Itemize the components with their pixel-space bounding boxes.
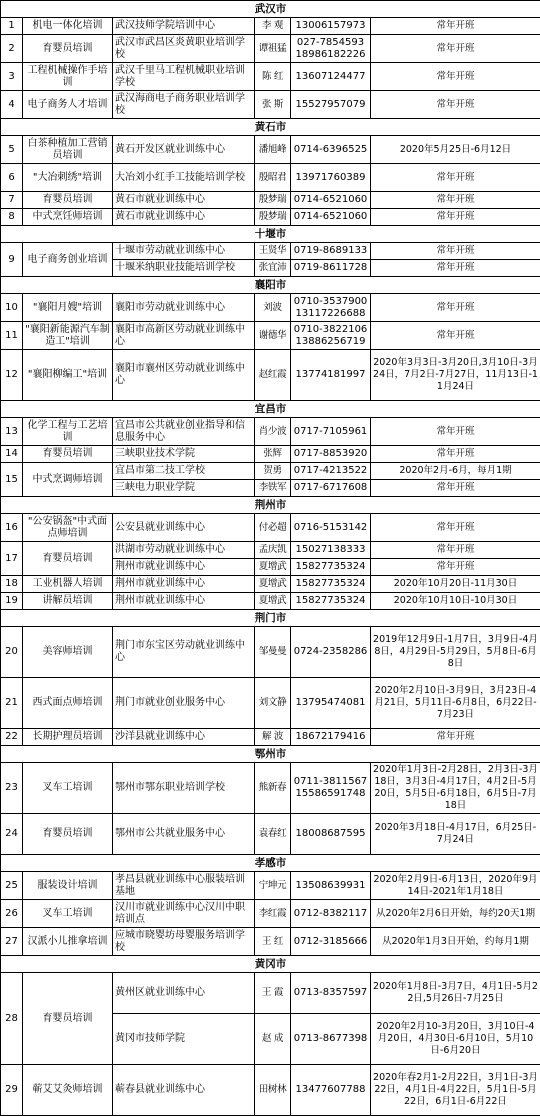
institution-name: 荆门市就业创业服务中心 [113, 678, 255, 729]
contact-person: 宁坤元 [255, 872, 291, 900]
row-number: 22 [1, 729, 23, 746]
contact-person: 潘旭峰 [255, 136, 291, 164]
course-name: 电子商务人才培训 [23, 91, 113, 119]
table-row [1, 763, 540, 814]
schedule: 常年开班 [371, 322, 540, 350]
institution-name: 公安县就业训练中心 [113, 514, 255, 542]
table-row [1, 627, 540, 678]
table-row [1, 136, 540, 164]
table-row [1, 1065, 540, 1116]
phone-number: 0714-6396525 [291, 136, 371, 164]
city-header-row [1, 226, 540, 243]
institution-name: 黄石市就业训练中心 [113, 209, 255, 226]
course-name: 育婴员培训 [23, 35, 113, 63]
contact-person: 付必超 [255, 514, 291, 542]
contact-person: 王 霞 [255, 973, 291, 1014]
table-row [1, 63, 540, 91]
table-body [1, 1, 540, 1116]
city-name: 十堰市 [1, 226, 540, 243]
table-row [1, 18, 540, 35]
schedule: 2019年12月9日-1月7日，3月9日-4月8日，4月29日-5月29日，5月8日-6月8日 [371, 627, 540, 678]
row-number: 12 [1, 350, 23, 401]
phone-number: 0724-2358286 [291, 627, 371, 678]
city-header-row [1, 401, 540, 418]
schedule: 常年开班 [371, 418, 540, 446]
course-name: 机电一体化培训 [23, 18, 113, 35]
table-row [1, 872, 540, 900]
course-name: 电子商务创业培训 [23, 243, 113, 277]
course-name: "襄阳新能源汽车制造工"培训 [23, 322, 113, 350]
row-number: 26 [1, 900, 23, 928]
course-name: 中式烹饪师培训 [23, 209, 113, 226]
phone-number: 0711-3811567 15586591748 [291, 763, 371, 814]
schedule: 常年开班 [371, 260, 540, 277]
contact-person: 邹曼曼 [255, 627, 291, 678]
row-number: 4 [1, 91, 23, 119]
schedule: 2020年春2月1-2月22日，3月1日-3月22日，4月1日-4月22日，5月1日-5月22日，6月1日-6月22日 [371, 1065, 540, 1116]
institution-name: 洪湖市劳动就业训练中心 [113, 542, 255, 559]
course-name: 育婴员培训 [23, 542, 113, 576]
phone-number: 18008687595 [291, 814, 371, 855]
schedule: 从2020年1月3日开始，约每月1期 [371, 928, 540, 956]
schedule: 常年开班 [371, 164, 540, 192]
city-name: 荆州市 [1, 497, 540, 514]
schedule: 从2020年2月6日开始，每约20天1期 [371, 900, 540, 928]
schedule: 常年开班 [371, 729, 540, 746]
row-number: 17 [1, 542, 23, 576]
city-name: 孝感市 [1, 855, 540, 872]
institution-name: 襄阳市劳动就业训练中心 [113, 294, 255, 322]
contact-person: 赵红霞 [255, 350, 291, 401]
institution-name: 武汉千里马工程机械职业培训学校 [113, 63, 255, 91]
table-row [1, 729, 540, 746]
phone-number: 15527957079 [291, 91, 371, 119]
course-name: 育婴员培训 [23, 192, 113, 209]
contact-person: 李红霞 [255, 900, 291, 928]
contact-person: 王 红 [255, 928, 291, 956]
institution-name: 襄阳市高新区劳动就业训练中心 [113, 322, 255, 350]
contact-person: 解 波 [255, 729, 291, 746]
course-name: 蕲艾艾灸师培训 [23, 1065, 113, 1116]
table-row [1, 678, 540, 729]
institution-name: 荆门市东宝区劳动就业训练中心 [113, 627, 255, 678]
course-name: 化学工程与工艺培训 [23, 418, 113, 446]
schedule: 2020年2月-6月，每月1期 [371, 463, 540, 480]
institution-name: 三峡电力职业学院 [113, 480, 255, 497]
city-header-row [1, 610, 540, 627]
contact-person: 夏增武 [255, 559, 291, 576]
course-name: 汉派小儿推拿培训 [23, 928, 113, 956]
schedule: 2020年10月10日-10月30日 [371, 593, 540, 610]
table-row [1, 209, 540, 226]
table-row [1, 294, 540, 322]
institution-name: 武汉市武昌区炎黄职业培训学校 [113, 35, 255, 63]
table-row [1, 418, 540, 446]
course-name: 服装设计培训 [23, 872, 113, 900]
city-name: 荆门市 [1, 610, 540, 627]
schedule: 2020年3月3日-3月20日,3月10日-3月24日，7月2日-7月27日，11月13日-11月24日 [371, 350, 540, 401]
contact-person: 张宜沛 [255, 260, 291, 277]
table-row [1, 350, 540, 401]
course-name: 工业机器人培训 [23, 576, 113, 593]
schedule: 常年开班 [371, 18, 540, 35]
contact-person: 田树林 [255, 1065, 291, 1116]
row-number: 25 [1, 872, 23, 900]
row-number: 8 [1, 209, 23, 226]
table-row [1, 35, 540, 63]
institution-name: 宜昌市第二技工学校 [113, 463, 255, 480]
institution-name: 黄石市就业训练中心 [113, 192, 255, 209]
row-number: 10 [1, 294, 23, 322]
contact-person: 李 观 [255, 18, 291, 35]
institution-name: 宜昌市公共就业创业指导和信息服务中心 [113, 418, 255, 446]
row-number: 19 [1, 593, 23, 610]
row-number: 27 [1, 928, 23, 956]
course-name: 中式烹调师培训 [23, 463, 113, 497]
schedule: 2020年3月18日-4月17日，6月25日-7月24日 [371, 814, 540, 855]
contact-person: 刘波 [255, 294, 291, 322]
city-header-row [1, 277, 540, 294]
contact-person: 贺勇 [255, 463, 291, 480]
contact-person: 李铁军 [255, 480, 291, 497]
course-name: 长期护理员培训 [23, 729, 113, 746]
contact-person: 陈 红 [255, 63, 291, 91]
table-row [1, 514, 540, 542]
phone-number: 13774181997 [291, 350, 371, 401]
phone-number: 13477607788 [291, 1065, 371, 1116]
city-name: 宜昌市 [1, 401, 540, 418]
row-number: 7 [1, 192, 23, 209]
institution-name: 蕲春县就业训练中心 [113, 1065, 255, 1116]
table-row [1, 322, 540, 350]
city-header-row [1, 746, 540, 763]
contact-person: 赵 成 [255, 1014, 291, 1065]
phone-number: 0719-8689133 [291, 243, 371, 260]
phone-number: 18672179416 [291, 729, 371, 746]
contact-person: 熊新春 [255, 763, 291, 814]
course-name: 育婴员培训 [23, 446, 113, 463]
phone-number: 15027138333 [291, 542, 371, 559]
institution-name: 三峡职业技术学院 [113, 446, 255, 463]
phone-number: 0712-3185666 [291, 928, 371, 956]
phone-number: 0719-8611728 [291, 260, 371, 277]
course-name: 育婴员培训 [23, 973, 113, 1065]
row-number: 16 [1, 514, 23, 542]
row-number: 5 [1, 136, 23, 164]
row-number: 13 [1, 418, 23, 446]
city-name: 黄冈市 [1, 956, 540, 973]
schedule: 2020年5月25日-6月12日 [371, 136, 540, 164]
phone-number: 15827735324 [291, 559, 371, 576]
schedule: 2020年1月3日-2月28日，2月3日-3月18日，3月3日-4月17日，4月2日-5月20日，5月5日-6月18日，6月5日-7月18日 [371, 763, 540, 814]
schedule: 常年开班 [371, 542, 540, 559]
institution-name: 襄阳市襄州区劳动就业训练中心 [113, 350, 255, 401]
phone-number: 0717-6717608 [291, 480, 371, 497]
row-number: 9 [1, 243, 23, 277]
phone-number: 0714-6521060 [291, 209, 371, 226]
table-row [1, 243, 540, 260]
institution-name: 十堰市劳动就业训练中心 [113, 243, 255, 260]
institution-name: 武汉技师学院培训中心 [113, 18, 255, 35]
table-row [1, 593, 540, 610]
schedule: 2020年10月20日-11月30日 [371, 576, 540, 593]
course-name: 白茶种植加工营销员培训 [23, 136, 113, 164]
row-number: 29 [1, 1065, 23, 1116]
contact-person: 夏增武 [255, 576, 291, 593]
institution-name: 应城市晓婴坊母婴服务培训学校 [113, 928, 255, 956]
course-name: "大冶刺绣"培训 [23, 164, 113, 192]
phone-number: 0717-8853920 [291, 446, 371, 463]
row-number: 28 [1, 973, 23, 1065]
table-row [1, 542, 540, 559]
phone-number: 13971760389 [291, 164, 371, 192]
institution-name: 大冶刘小红手工技能培训学校 [113, 164, 255, 192]
row-number: 11 [1, 322, 23, 350]
contact-person: 谭祖猛 [255, 35, 291, 63]
city-name: 黄石市 [1, 119, 540, 136]
phone-number: 15827735324 [291, 593, 371, 610]
schedule: 常年开班 [371, 446, 540, 463]
phone-number: 0713-8357597 [291, 973, 371, 1014]
contact-person: 王贤华 [255, 243, 291, 260]
city-header-row [1, 1, 540, 18]
phone-number: 13795474081 [291, 678, 371, 729]
institution-name: 荆州市就业训练中心 [113, 559, 255, 576]
row-number: 15 [1, 463, 23, 497]
contact-person: 殷梦瑞 [255, 209, 291, 226]
row-number: 24 [1, 814, 23, 855]
row-number: 3 [1, 63, 23, 91]
table-row [1, 814, 540, 855]
schedule: 2020年2月10日-3月9日，3月23日-4月21日，5月11日-6月8日，6月22日-7月23日 [371, 678, 540, 729]
city-header-row [1, 497, 540, 514]
phone-number: 0717-4213522 [291, 463, 371, 480]
row-number: 23 [1, 763, 23, 814]
institution-name: 黄石开发区就业训练中心 [113, 136, 255, 164]
institution-name: 沙洋县就业训练中心 [113, 729, 255, 746]
schedule: 2020年1月8日-3月7日，4月1日-5月22日,5月26日-7月25日 [371, 973, 540, 1014]
row-number: 18 [1, 576, 23, 593]
table-row [1, 463, 540, 480]
contact-person: 肖少波 [255, 418, 291, 446]
table-row [1, 576, 540, 593]
row-number: 20 [1, 627, 23, 678]
contact-person: 孟庆凯 [255, 542, 291, 559]
phone-number: 0710-3537900 13117226688 [291, 294, 371, 322]
city-header-row [1, 855, 540, 872]
contact-person: 殷昭君 [255, 164, 291, 192]
schedule: 2020年2月9日-6月13日，2020年9月14日-2021年1月18日 [371, 872, 540, 900]
course-name: 美容师培训 [23, 627, 113, 678]
phone-number: 15827735324 [291, 576, 371, 593]
institution-name: 荆州市就业训练中心 [113, 576, 255, 593]
city-name: 鄂州市 [1, 746, 540, 763]
schedule: 常年开班 [371, 294, 540, 322]
course-name: 工程机械操作手培训 [23, 63, 113, 91]
institution-name: 汉川市就业训练中心汉川中职培训点 [113, 900, 255, 928]
row-number: 21 [1, 678, 23, 729]
table-row [1, 91, 540, 119]
course-name: 叉车工培训 [23, 763, 113, 814]
phone-number: 13607124477 [291, 63, 371, 91]
phone-number: 13006157973 [291, 18, 371, 35]
table-row [1, 446, 540, 463]
schedule: 常年开班 [371, 91, 540, 119]
schedule: 2020年2月10-3月20日，3月10日-4月20日，4月30日-6月10日，5月10日-6月20日 [371, 1014, 540, 1065]
city-name: 襄阳市 [1, 277, 540, 294]
schedule: 常年开班 [371, 63, 540, 91]
city-header-row [1, 956, 540, 973]
course-name: "襄阳柳编工"培训 [23, 350, 113, 401]
table-row [1, 164, 540, 192]
course-name: "公安锅盔"中式面点师培训 [23, 514, 113, 542]
phone-number: 0710-3822106 13886256719 [291, 322, 371, 350]
city-header-row [1, 119, 540, 136]
phone-number: 0716-5153142 [291, 514, 371, 542]
row-number: 14 [1, 446, 23, 463]
row-number: 6 [1, 164, 23, 192]
table-row [1, 900, 540, 928]
institution-name: 武汉海商电子商务职业培训学校 [113, 91, 255, 119]
phone-number: 0712-8382117 [291, 900, 371, 928]
table-row [1, 973, 540, 1014]
schedule: 常年开班 [371, 559, 540, 576]
contact-person: 殷梦瑞 [255, 192, 291, 209]
schedule: 常年开班 [371, 192, 540, 209]
course-name: 育婴员培训 [23, 814, 113, 855]
institution-name: 黄冈市技师学院 [113, 1014, 255, 1065]
table-row [1, 192, 540, 209]
contact-person: 张辉 [255, 446, 291, 463]
row-number: 2 [1, 35, 23, 63]
phone-number: 0713-8677398 [291, 1014, 371, 1065]
course-name: 讲解员培训 [23, 593, 113, 610]
contact-person: 刘文静 [255, 678, 291, 729]
phone-number: 027-7854593 18986182226 [291, 35, 371, 63]
institution-name: 鄂州市鄂东职业培训学校 [113, 763, 255, 814]
table-row [1, 928, 540, 956]
city-name: 武汉市 [1, 1, 540, 18]
schedule: 常年开班 [371, 480, 540, 497]
contact-person: 谢德华 [255, 322, 291, 350]
phone-number: 0717-7105961 [291, 418, 371, 446]
phone-number: 13508639931 [291, 872, 371, 900]
institution-name: 荆州市就业训练中心 [113, 593, 255, 610]
contact-person: 袁春红 [255, 814, 291, 855]
institution-name: 鄂州市公共就业服务中心 [113, 814, 255, 855]
course-name: 叉车工培训 [23, 900, 113, 928]
schedule: 常年开班 [371, 243, 540, 260]
schedule: 常年开班 [371, 514, 540, 542]
institution-name: 孝昌县就业训练中心服装培训基地 [113, 872, 255, 900]
row-number: 1 [1, 18, 23, 35]
institution-name: 黄州区就业训练中心 [113, 973, 255, 1014]
contact-person: 张 斯 [255, 91, 291, 119]
schedule: 常年开班 [371, 35, 540, 63]
phone-number: 0714-6521060 [291, 192, 371, 209]
schedule: 常年开班 [371, 209, 540, 226]
course-name: "襄阳月嫂"培训 [23, 294, 113, 322]
course-name: 西式面点师培训 [23, 678, 113, 729]
contact-person: 夏增武 [255, 593, 291, 610]
institution-name: 十堰米纳职业技能培训学校 [113, 260, 255, 277]
